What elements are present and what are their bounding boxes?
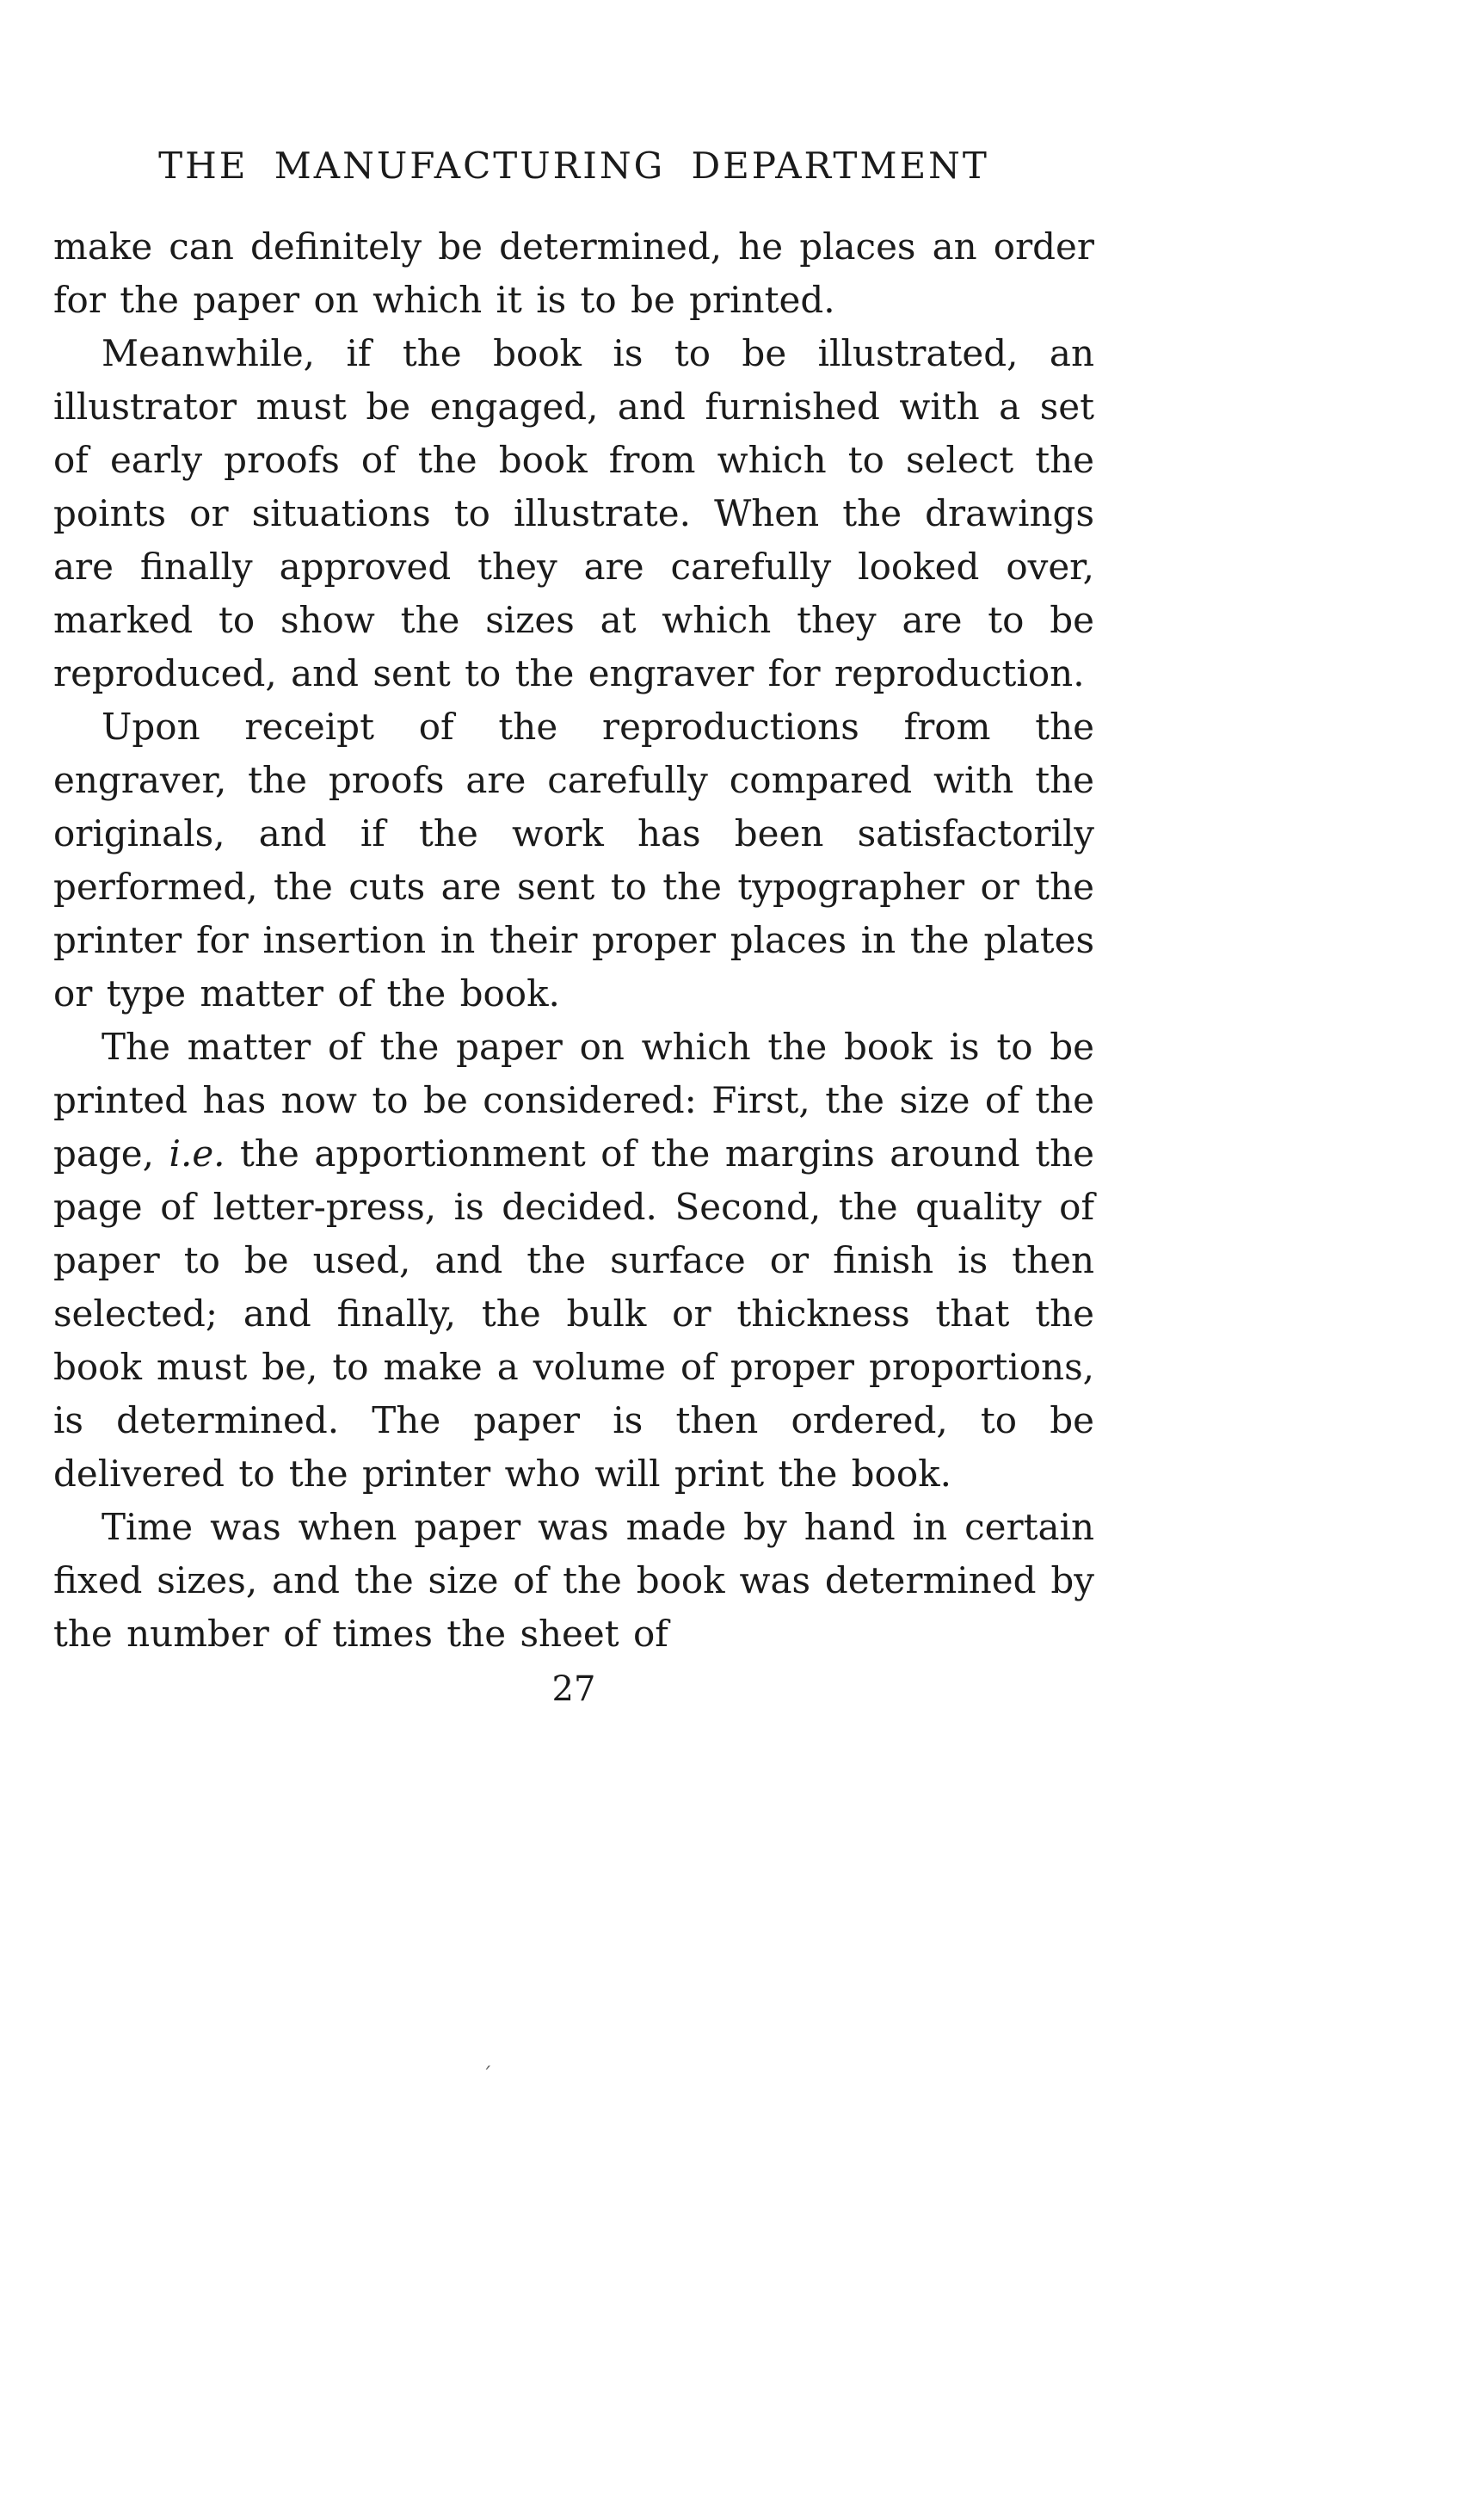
- paragraph-illustration: Meanwhile, if the book is to be illustrated, an illustrator must be engaged, and furnished with a set of early proofs of the book from which to select the points or situations to illustrate. When the drawings are finally approved they are carefully looked over, marked to show the sizes at which they are to be reproduced, and sent to the engraver for reproduction.: [53, 332, 1094, 695]
- paragraph-engraver-proofs: Upon receipt of the reproductions from the engraver, the proofs are carefully compared with the originals, and if the work has been satisfactorily performed, the cuts are sent to the typographer or the printer for insertion in their proper places in the plates or type matter of the book.: [53, 706, 1094, 1015]
- text-column: [53, 145, 1094, 1716]
- page-number: 27: [551, 1669, 596, 1710]
- paragraph-segment: The matter of the paper on which the book is to be printed has now to be considered: First, the size of the page,: [53, 1026, 1094, 1175]
- italic-term: i.e.: [169, 1132, 225, 1175]
- paragraph-continuation: make can definitely be determined, he places an order for the paper on which it is to be printed.: [53, 225, 1094, 322]
- paragraph-segment: the apportionment of the margins around the page of letter-press, is decided. Second, the quality of paper to be used, and the surface or finish is then selected; and finally, the bulk or thickness that the book must be, to make a volume of proper proportions, is determined. The paper is then ordered, to be delivered to the printer who will print the book.: [53, 1132, 1094, 1496]
- page-header: THE MANUFACTURING DEPARTMENT: [158, 145, 989, 187]
- paragraph-paper-matter: [53, 1021, 1094, 1501]
- scan-artifact-mark: ´: [482, 2064, 492, 2088]
- paragraph-handmade-paper: Time was when paper was made by hand in certain fixed sizes, and the size of the book was determined by the number of times the sheet of: [53, 1506, 1094, 1656]
